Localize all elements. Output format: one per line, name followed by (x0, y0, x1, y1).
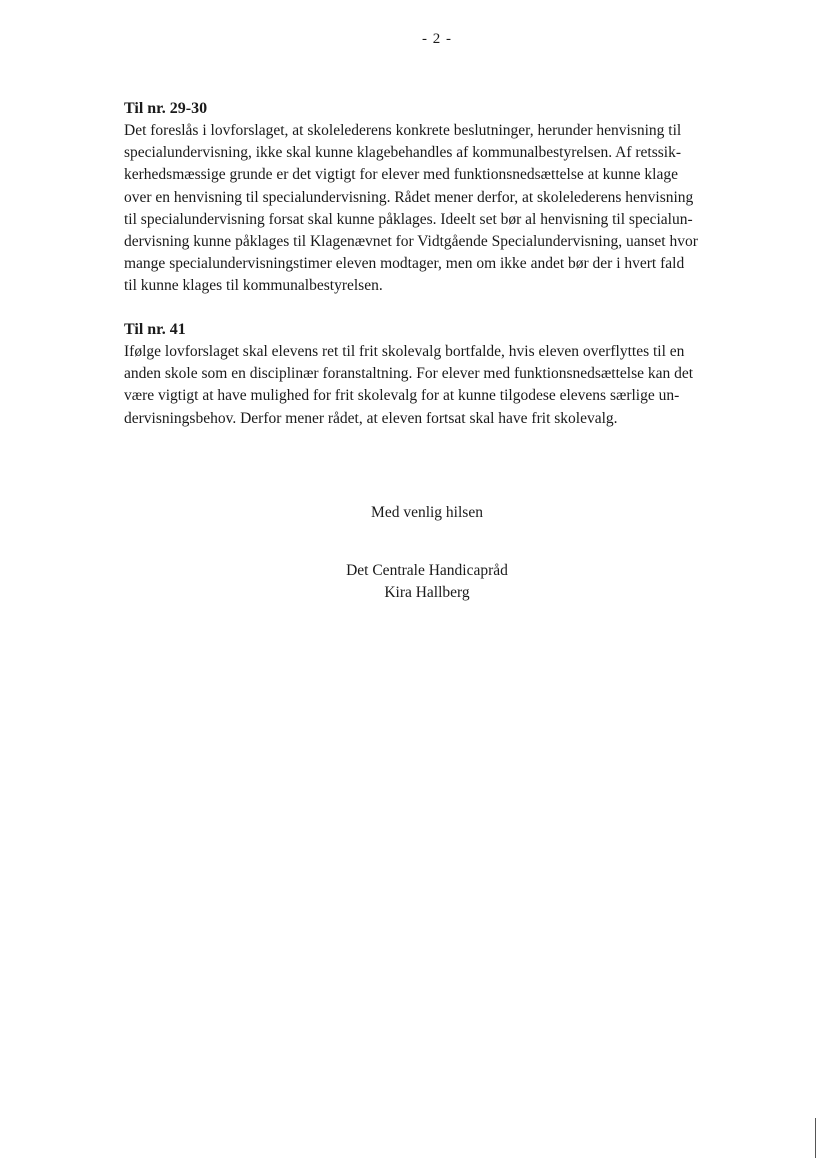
signature-organization: Det Centrale Handicapråd (346, 562, 508, 579)
paragraph-line: specialundervisning, ikke skal kunne klagebehandles af kommunalbestyrelsen. Af retssik- (124, 144, 681, 162)
scan-edge-mark (815, 1118, 816, 1158)
paragraph-line: dervisning kunne påklages til Klagenævnet for Vidtgående Specialundervisning, uanset hvor (124, 233, 698, 251)
paragraph-line: dervisningsbehov. Derfor mener rådet, at eleven fortsat skal have frit skolevalg. (124, 409, 618, 427)
closing-greeting: Med venlig hilsen (371, 504, 483, 521)
section-heading: Til nr. 29-30 (124, 100, 208, 117)
paragraph-line: være vigtigt at have mulighed for frit skolevalg for at kunne tilgodese elevens særlige un- (124, 387, 680, 405)
paragraph-line: kerhedsmæssige grunde er det vigtigt for elever med funktionsnedsættelse at kunne klage (124, 166, 678, 184)
paragraph-line: over en henvisning til specialundervisning. Rådet mener derfor, at skolelederens henvisning (124, 188, 694, 206)
paragraph-line: anden skole som en disciplinær foranstaltning. For elever med funktionsnedsættelse kan det (124, 365, 694, 383)
paragraph-line: til kunne klages til kommunalbestyrelsen. (124, 277, 383, 295)
section-til-nr-41 (124, 319, 744, 430)
page-number: - 2 - (422, 31, 452, 47)
paragraph-line: til specialundervisning forsat skal kunne påklages. Ideelt set bør al henvisning til specialun- (124, 210, 693, 228)
section-til-nr-29-30 (124, 98, 744, 298)
section-heading: Til nr. 41 (124, 321, 186, 338)
paragraph-line: Det foreslås i lovforslaget, at skolelederens konkrete beslutninger, herunder henvisning til (124, 122, 682, 139)
paragraph-line: mange specialundervisningstimer eleven modtager, men om ikke andet bør der i hvert fald (124, 255, 685, 273)
paragraph-line: Ifølge lovforslaget skal elevens ret til frit skolevalg bortfalde, hvis eleven overflyttes til en (124, 343, 685, 360)
signature-name: Kira Hallberg (384, 584, 470, 601)
